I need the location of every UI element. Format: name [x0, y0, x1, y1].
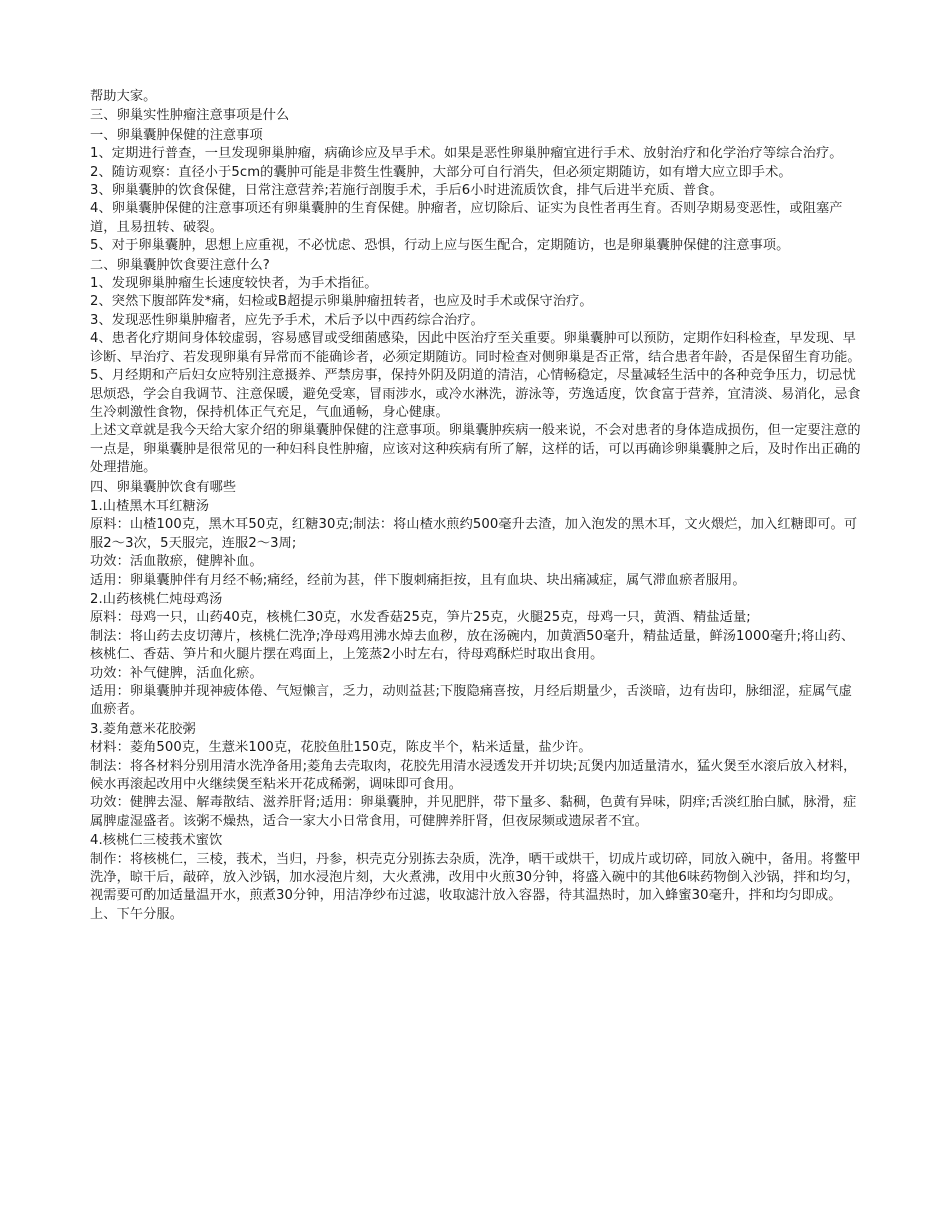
paragraph: 材料：菱角500克，生薏米100克，花胶鱼肚150克，陈皮半个，粘米适量，盐少许。 [90, 740, 592, 756]
paragraph: 制作：将核桃仁，三棱，莪术，当归，丹参，枳壳克分别拣去杂质，洗净，晒干或烘干，切成片或切碎，同放入碗中，备用。将鳖甲洗净，晾干后，敲碎，放入沙锅，加水浸泡片刻，大火煮沸，改用中火煎30分钟，将盛入碗中的其他6味药物倒入沙锅，拌和均匀，视需要可酌加适量温开水，煎煮30分钟，用洁净纱布过滤，收取滤汁放入容器，待其温热时，加入蜂蜜30毫升，拌和均匀即成。上、下午分服。 [90, 851, 861, 922]
paragraph: 1、定期进行普查，一旦发现卵巢肿瘤，病确诊应及早手术。如果是恶性卵巢肿瘤宜进行手术、放射治疗和化学治疗等综合治疗。 [90, 146, 843, 162]
section-heading: 二、卵巢囊肿饮食要注意什么? [90, 257, 270, 273]
section-heading: 2.山药核桃仁炖母鸡汤 [90, 591, 223, 607]
paragraph: 4、卵巢囊肿保健的注意事项还有卵巢囊肿的生育保健。肿瘤者，应切除后、证实为良性者再生育。否则孕期易变恶性，或阻塞产道，且易扭转、破裂。 [90, 201, 843, 235]
paragraph: 功效：活血散瘀，健脾补血。 [90, 554, 263, 570]
paragraph: 3、卵巢囊肿的饮食保健，日常注意营养;若施行剖腹手术，手后6小时进流质饮食，排气后进半充质、普食。 [90, 183, 723, 199]
paragraph: 原料：母鸡一只，山药40克，核桃仁30克，水发香菇25克，笋片25克，火腿25克，母鸡一只，黄酒、精盐适量; [90, 610, 751, 626]
paragraph: 5、月经期和产后妇女应特别注意摄养、严禁房事，保持外阴及阴道的清洁，心情畅稳定，尽量减轻生活中的各种竞争压力，切忌忧思烦恐，学会自我调节、注意保暖，避免受寒，冒雨涉水，或冷水淋洗，游泳等，劳逸适度，饮食富于营养，宜清淡、易消化，忌食生冷刺激性食物，保持机体正气充足，气血通畅，身心健康。 [90, 368, 861, 420]
section-heading: 1.山楂黑木耳红糖汤 [90, 498, 210, 514]
section-heading: 一、卵巢囊肿保健的注意事项 [90, 127, 263, 143]
section-heading: 3.菱角薏米花胶粥 [90, 721, 196, 737]
paragraph: 功效：补气健脾，活血化瘀。 [90, 665, 263, 681]
paragraph: 适用：卵巢囊肿伴有月经不畅;痛经，经前为甚，伴下腹刺痛拒按，且有血块、块出痛减症，属气滞血瘀者服用。 [90, 572, 746, 588]
paragraph: 帮助大家。 [90, 89, 157, 104]
paragraph: 适用：卵巢囊肿并现神疲体倦、气短懒言，乏力，动则益甚;下腹隐痛喜按，月经后期量少，舌淡暗，边有齿印，脉细涩，症属气虚血瘀者。 [90, 684, 852, 718]
paragraph: 5、对于卵巢囊肿，思想上应重视，不必忧虑、恐惧，行动上应与医生配合，定期随访，也是卵巢囊肿保健的注意事项。 [90, 238, 790, 254]
paragraph: 上述文章就是我今天给大家介绍的卵巢囊肿保健的注意事项。卵巢囊肿疾病一般来说，不会对患者的身体造成损伤，但一定要注意的一点是，卵巢囊肿是很常见的一种妇科良性肿瘤，应该对这种疾病有所了解，这样的话，可以再确诊卵巢囊肿之后，及时作出正确的处理措施。 [90, 423, 861, 476]
section-heading: 三、卵巢实性肿瘤注意事项是什么 [90, 108, 290, 124]
section-heading: 四、卵巢囊肿饮食有哪些 [90, 479, 237, 495]
paragraph: 2、突然下腹部阵发*痛，妇检或B超提示卵巢肿瘤扭转者，也应及时手术或保守治疗。 [90, 294, 593, 310]
paragraph: 原料：山楂100克，黑木耳50克，红糖30克;制法：将山楂水煎约500毫升去渣，加入泡发的黑木耳，文火煨烂，加入红糖即可。可服2～3次，5天服完，连服2～3周; [90, 517, 858, 551]
paragraph: 功效：健脾去湿、解毒散结、滋养肝肾;适用：卵巢囊肿，并见肥胖，带下量多、黏稠，色黄有异味，阴痒;舌淡红胎白腻，脉滑，症属脾虚湿盛者。该粥不燥热，适合一家大小日常食用，可健脾养肝肾，但夜尿频或遗尿者不宜。 [90, 795, 857, 829]
paragraph: 制法：将各材料分别用清水洗净备用;菱角去壳取肉，花胶先用清水浸透发开并切块;瓦煲内加适量清水，猛火煲至水滚后放入材料，候水再滚起改用中火继续煲至粘米开花成稀粥，调味即可食用。 [90, 758, 857, 793]
paragraph: 2、随访观察：直径小于5cm的囊肿可能是非赘生性囊肿，大部分可自行消失，但必须定期随访，如有增大应立即手术。 [90, 164, 792, 180]
paragraph: 1、发现卵巢肿瘤生长速度较快者，为手术指征。 [90, 276, 378, 292]
paragraph: 制法：将山药去皮切薄片，核桃仁洗净;净母鸡用沸水焯去血秽，放在汤碗内，加黄酒50毫升，精盐适量，鲜汤1000毫升;将山药、核桃仁、香菇、笋片和火腿片摆在鸡面上，上笼蒸2小时左右，待母鸡酥烂时取出食用。 [90, 628, 855, 663]
paragraph: 3、发现恶性卵巢肿瘤者，应先予手术，术后予以中西药综合治疗。 [90, 312, 484, 328]
paragraph: 4、患者化疗期间身体较虚弱，容易感冒或受细菌感染，因此中医治疗至关重要。卵巢囊肿可以预防，定期作妇科检查，早发现、早诊断、早治疗、若发现卵巢有异常而不能确诊者，必须定期随访。同时检查对侧卵巢是否正常，结合患者年龄，否是保留生育功能。 [90, 331, 861, 365]
section-heading: 4.核桃仁三棱莪术蜜饮 [90, 833, 223, 849]
document-body [90, 88, 865, 924]
